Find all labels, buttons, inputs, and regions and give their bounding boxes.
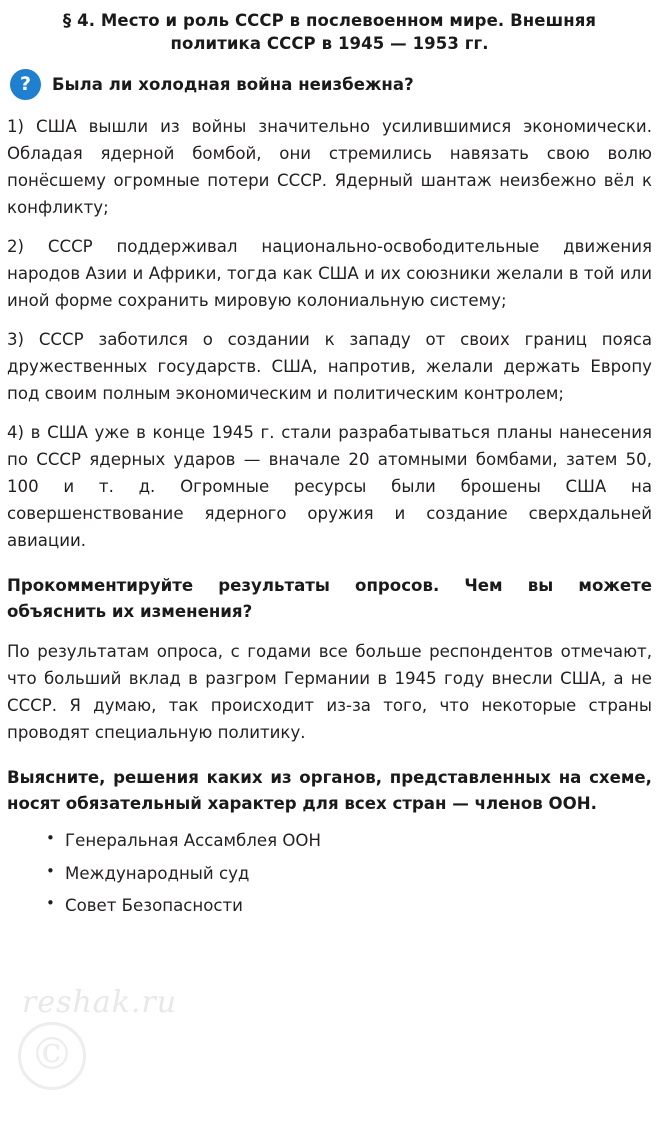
- question-mark-icon: ?: [10, 69, 41, 100]
- paragraph-2: 2) СССР поддерживал национально-освободительные движения народов Азии и Африки, тогда как США и их союзники желали в той или иной форме сохранить мировую колониальную систему;: [7, 236, 652, 310]
- list-item: • Совет Безопасности: [46, 890, 657, 922]
- question-block: [2, 69, 657, 100]
- paragraph-3: 3) СССР заботился о создании к западу от своих границ пояса дружественных государств. США, напротив, желали держать Европу под своим полным экономическим и политическим контролем;: [7, 329, 652, 403]
- page-title: § 4. Место и роль СССР в послевоенном мире. Внешняя политика СССР в 1945 — 1953 гг.: [62, 11, 597, 53]
- list-item: • Международный суд: [46, 858, 657, 890]
- task-three-list: [2, 825, 657, 922]
- task-three-heading: Выясните, решения каких из органов, представленных на схеме, носят обязательный характер для всех стран — членов ООН.: [7, 767, 652, 814]
- list-item: • Генеральная Ассамблея ООН: [46, 825, 657, 857]
- task-two-heading: Прокомментируйте результаты опросов. Чем вы можете объяснить их изменения?: [7, 576, 652, 622]
- watermark-text: reshak.ru: [22, 985, 178, 1020]
- question-heading: Была ли холодная война неизбежна?: [52, 74, 414, 94]
- task-two-answer: По результатам опроса, с годами все больше респондентов отмечают, что больший вклад в разгром Германии в 1945 году внесли США, а не СССР. Я думаю, так происходит из-за того, что некоторые страны проводят специальную политику.: [7, 641, 652, 742]
- watermark-copyright-icon: ©: [18, 1022, 86, 1090]
- paragraph-4: 4) в США уже в конце 1945 г. стали разрабатываться планы нанесения по СССР ядерных ударов — вначале 20 атомными бомбами, затем 50, 100 и т. д. Огромные ресурсы были брошены США на совершенствование ядерного оружия и создание сверхдальней авиации.: [7, 423, 652, 551]
- paragraph-1: 1) США вышли из войны значительно усилившимися экономически. Обладая ядерной бомбой, они стремились навязать свою волю понёсшему огромные потери СССР. Ядерный шантаж неизбежно вёл к конфликту;: [7, 116, 652, 217]
